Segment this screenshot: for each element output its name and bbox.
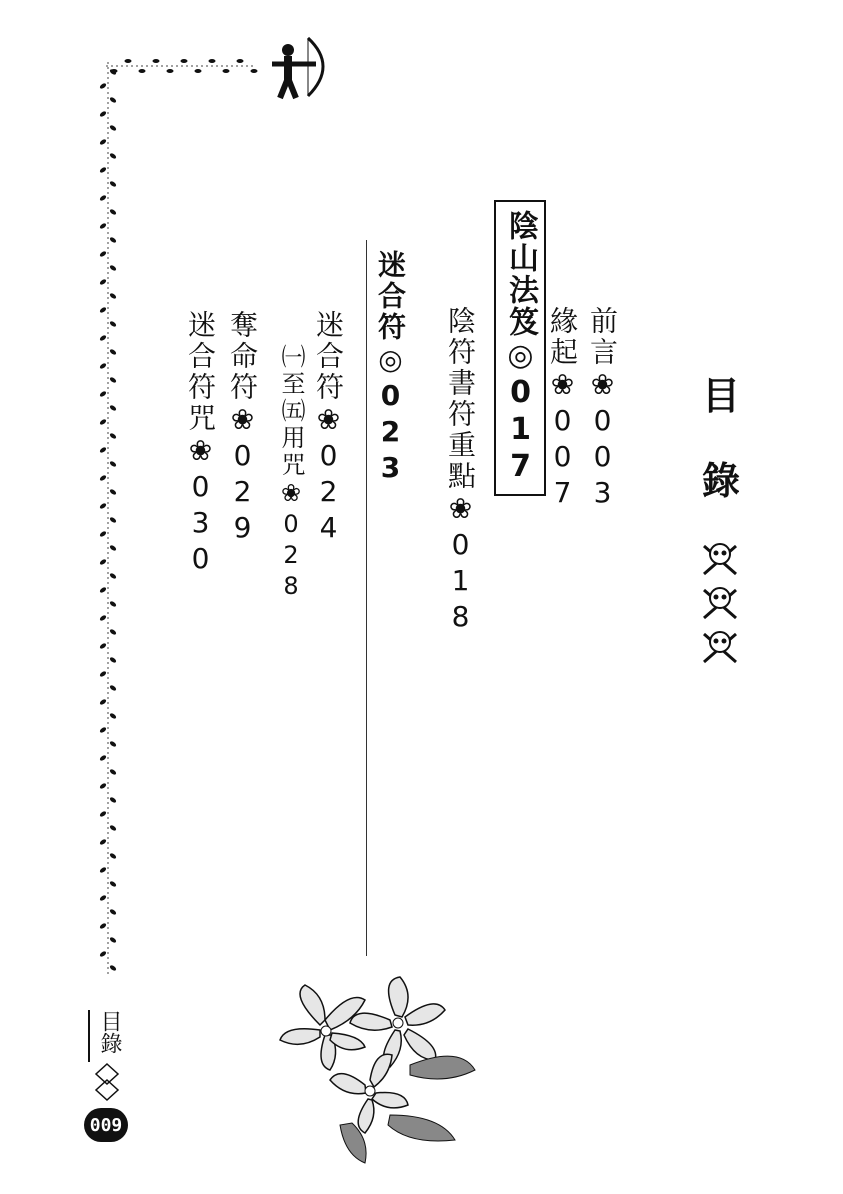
skull-icons xyxy=(700,538,740,666)
vine-leaf xyxy=(99,782,107,789)
vine-border-icon xyxy=(96,52,126,982)
vine-leaf xyxy=(125,59,132,63)
vine-leaf xyxy=(99,250,107,257)
vine-leaf xyxy=(99,726,107,733)
vine-leaf xyxy=(109,936,117,943)
vine-leaf xyxy=(139,69,146,73)
page-number: 009 xyxy=(84,1108,128,1142)
vine-leaf xyxy=(195,69,202,73)
running-header xyxy=(88,1010,125,1102)
vine-leaf xyxy=(109,740,117,747)
vine-leaf xyxy=(99,110,107,117)
vine-leaf xyxy=(109,852,117,859)
vine-leaf xyxy=(237,59,244,63)
toc-entry-origin[interactable]: 緣起❀007 xyxy=(546,306,579,512)
vine-leaf xyxy=(109,96,117,103)
vine-leaf xyxy=(109,908,117,915)
toc-entry-yin-talisman-points[interactable]: 陰符書符重點❀018 xyxy=(444,306,477,636)
vine-leaf xyxy=(181,59,188,63)
vine-leaf xyxy=(109,320,117,327)
vine-leaf xyxy=(209,59,216,63)
vine-leaf xyxy=(109,180,117,187)
vine-leaf xyxy=(109,236,117,243)
vine-leaf xyxy=(99,810,107,817)
vine-leaf xyxy=(167,69,174,73)
heading-char-2: 錄 xyxy=(701,459,740,503)
divider-line xyxy=(366,240,367,956)
toc-section-2-title[interactable]: 迷合符◎023 xyxy=(374,250,407,487)
vine-leaf xyxy=(99,306,107,313)
vine-leaf xyxy=(99,670,107,677)
toc-entry-mihe-spell[interactable]: 迷合符咒❀030 xyxy=(184,310,217,578)
vine-border-top-icon xyxy=(100,52,260,82)
vine-leaf xyxy=(99,894,107,901)
vine-leaf xyxy=(109,544,117,551)
vine-leaf xyxy=(109,292,117,299)
vine-leaf xyxy=(99,642,107,649)
running-header-label: 目錄 xyxy=(97,1010,122,1054)
vine-leaf xyxy=(109,516,117,523)
vine-leaf xyxy=(109,348,117,355)
vine-leaf xyxy=(223,69,230,73)
vine-leaf xyxy=(109,208,117,215)
vine-leaf xyxy=(111,69,118,73)
vine-leaf xyxy=(99,446,107,453)
vine-leaf xyxy=(99,390,107,397)
toc-entry-mihe-talisman[interactable]: 迷合符❀024 xyxy=(312,310,345,547)
vine-leaf xyxy=(99,194,107,201)
vine-leaf xyxy=(99,614,107,621)
vine-leaf xyxy=(109,684,117,691)
vine-leaf xyxy=(251,69,258,73)
toc-heading xyxy=(696,365,746,505)
vine-leaf xyxy=(99,922,107,929)
vine-leaf xyxy=(109,964,117,971)
vine-leaf xyxy=(109,824,117,831)
vine-leaf xyxy=(153,59,160,63)
vine-leaf xyxy=(109,432,117,439)
vine-leaf xyxy=(109,404,117,411)
archer-logo-icon xyxy=(268,34,338,104)
vine-leaf xyxy=(99,950,107,957)
vine-leaf xyxy=(99,418,107,425)
vine-leaf xyxy=(109,796,117,803)
skull-crossbones-icon xyxy=(700,538,740,578)
vine-leaf xyxy=(99,222,107,229)
vine-leaf xyxy=(109,712,117,719)
diamond-icon xyxy=(92,1062,122,1102)
vine-leaf xyxy=(99,866,107,873)
vine-leaf xyxy=(99,82,107,89)
vine-leaf xyxy=(109,628,117,635)
vine-leaf xyxy=(109,460,117,467)
vine-leaf xyxy=(109,572,117,579)
vine-leaf xyxy=(99,362,107,369)
toc-entry-use-spells[interactable]: ㈠至㈤用咒❀028 xyxy=(277,344,305,603)
vine-leaf xyxy=(99,138,107,145)
vine-leaf xyxy=(109,376,117,383)
vine-leaf xyxy=(109,768,117,775)
vine-leaf xyxy=(99,530,107,537)
vine-leaf xyxy=(99,502,107,509)
vine-leaf xyxy=(109,152,117,159)
vine-leaf xyxy=(99,838,107,845)
vine-leaf xyxy=(109,264,117,271)
skull-crossbones-icon xyxy=(700,626,740,666)
toc-entry-duoming-talisman[interactable]: 奪命符❀029 xyxy=(226,310,259,547)
flower-illustration-icon xyxy=(270,975,480,1165)
skull-crossbones-icon xyxy=(700,582,740,622)
vine-leaf xyxy=(109,488,117,495)
vine-leaf xyxy=(99,754,107,761)
heading-char-1: 目 xyxy=(701,374,740,418)
vine-leaf xyxy=(99,586,107,593)
vine-leaf xyxy=(99,166,107,173)
vine-leaf xyxy=(109,880,117,887)
vine-leaf xyxy=(109,656,117,663)
vine-leaf xyxy=(99,698,107,705)
toc-entry-foreword[interactable]: 前言❀003 xyxy=(586,306,619,512)
vine-leaf xyxy=(99,278,107,285)
vine-leaf xyxy=(99,474,107,481)
vine-leaf xyxy=(109,124,117,131)
vine-leaf xyxy=(109,600,117,607)
vine-leaf xyxy=(99,334,107,341)
vine-leaf xyxy=(99,558,107,565)
toc-section-1-title[interactable]: 陰山法笈◎017 xyxy=(494,200,546,496)
